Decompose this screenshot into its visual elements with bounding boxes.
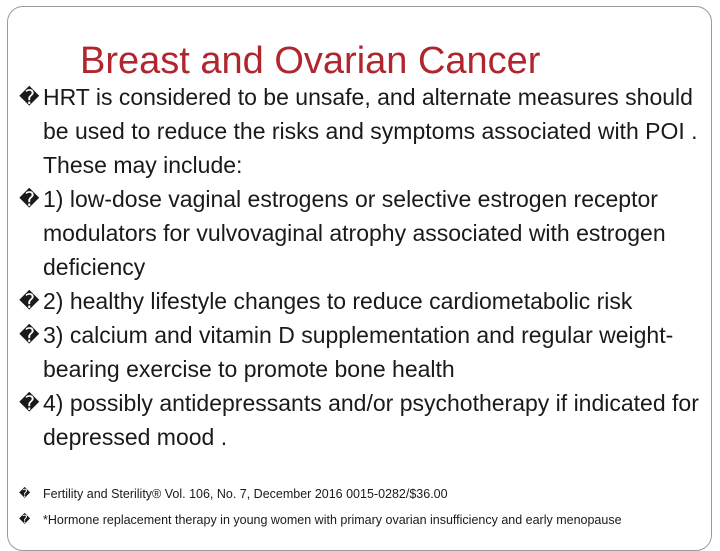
bullet-marker-icon: � bbox=[19, 85, 40, 109]
bullet-text: HRT is considered to be unsafe, and alternate measures should be used to reduce the risks and symptoms associated with POI . These may include: bbox=[43, 84, 698, 178]
reference-list bbox=[19, 486, 699, 538]
bullet-item bbox=[19, 182, 699, 284]
reference-marker-icon: � bbox=[19, 513, 31, 526]
bullet-item bbox=[19, 386, 699, 454]
bullet-text: 3) calcium and vitamin D supplementation and regular weight-bearing exercise to promote bone health bbox=[43, 322, 674, 382]
bullet-item bbox=[19, 80, 699, 182]
slide-title: Breast and Ovarian Cancer bbox=[80, 40, 541, 82]
bullet-list bbox=[19, 80, 699, 454]
bullet-item bbox=[19, 318, 699, 386]
bullet-marker-icon: � bbox=[19, 391, 40, 415]
reference-text: *Hormone replacement therapy in young women with primary ovarian insufficiency and early menopause bbox=[43, 513, 622, 527]
bullet-marker-icon: � bbox=[19, 323, 40, 347]
bullet-item bbox=[19, 284, 699, 318]
bullet-marker-icon: � bbox=[19, 289, 40, 313]
bullet-text: 4) possibly antidepressants and/or psychotherapy if indicated for depressed mood . bbox=[43, 390, 699, 450]
reference-item bbox=[19, 512, 699, 528]
reference-item bbox=[19, 486, 699, 502]
bullet-text: 1) low-dose vaginal estrogens or selective estrogen receptor modulators for vulvovaginal atrophy associated with estrogen deficiency bbox=[43, 186, 666, 280]
bullet-marker-icon: � bbox=[19, 187, 40, 211]
reference-text: Fertility and Sterility® Vol. 106, No. 7, December 2016 0015-0282/$36.00 bbox=[43, 487, 448, 501]
bullet-text: 2) healthy lifestyle changes to reduce cardiometabolic risk bbox=[43, 288, 633, 314]
reference-marker-icon: � bbox=[19, 487, 31, 500]
